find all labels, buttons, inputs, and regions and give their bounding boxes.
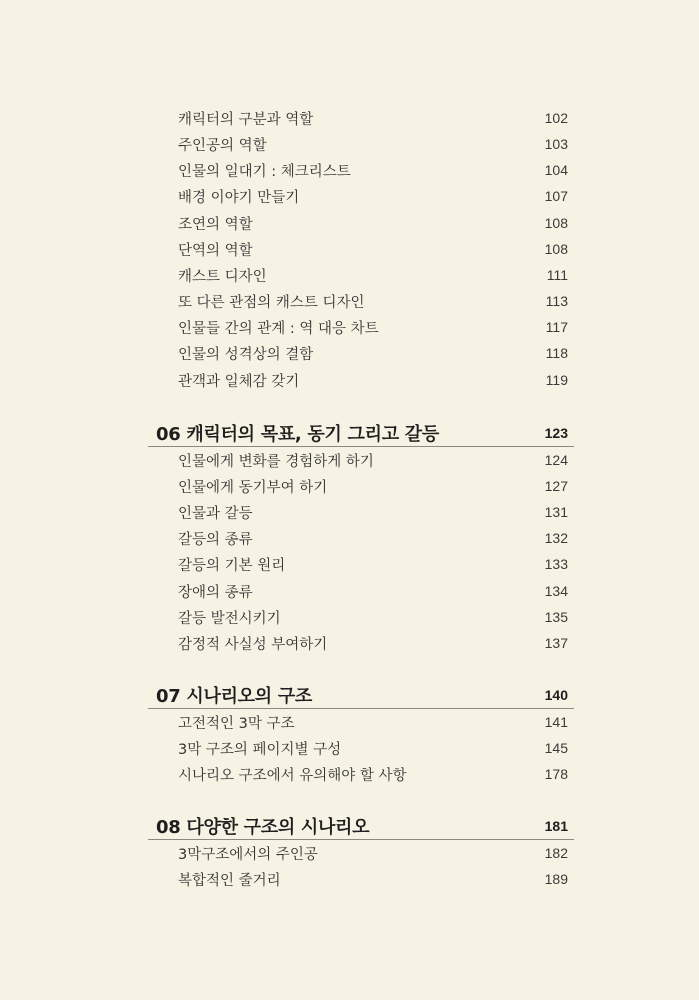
- toc-entry[interactable]: [178, 264, 568, 286]
- entry-page: 113: [545, 293, 568, 309]
- entry-page: 117: [545, 319, 568, 335]
- entry-title: 갈등의 종류: [178, 531, 253, 548]
- entry-title: 시나리오 구조에서 유의해야 할 사항: [178, 767, 407, 784]
- entry-title: 조연의 역할: [178, 216, 253, 233]
- entry-title: 인물들 간의 관계 : 역 대응 차트: [178, 320, 379, 337]
- entry-page: 133: [544, 556, 568, 572]
- chapter-title: 07 시나리오의 구조: [156, 686, 312, 707]
- entry-page: 134: [544, 583, 568, 599]
- entry-title: 갈등의 기본 원리: [178, 557, 286, 574]
- toc-entry[interactable]: [178, 763, 568, 785]
- entry-page: 141: [544, 714, 568, 730]
- toc-entry[interactable]: [178, 711, 568, 733]
- chapter-title: 08 다양한 구조의 시나리오: [156, 817, 370, 838]
- entry-title: 인물과 갈등: [178, 505, 253, 522]
- toc-entry[interactable]: [178, 133, 568, 155]
- entry-page: 127: [544, 478, 568, 494]
- toc-entry[interactable]: [178, 606, 568, 628]
- chapter-divider: [148, 446, 574, 447]
- entry-title: 단역의 역할: [178, 242, 253, 259]
- entry-page: 124: [544, 452, 568, 468]
- entry-page: 189: [544, 871, 568, 887]
- toc-entry[interactable]: [178, 527, 568, 549]
- entry-title: 복합적인 줄거리: [178, 872, 281, 889]
- entry-title: 캐스트 디자인: [178, 268, 267, 285]
- toc-entry[interactable]: [178, 868, 568, 890]
- entry-page: 103: [544, 136, 568, 152]
- toc-entry[interactable]: [178, 159, 568, 181]
- entry-page: 102: [544, 110, 568, 126]
- entry-page: 107: [544, 188, 568, 204]
- chapter-divider: [148, 708, 574, 709]
- entry-title: 배경 이야기 만들기: [178, 189, 300, 206]
- toc-entry[interactable]: [178, 842, 568, 864]
- entry-title: 인물에게 변화를 경험하게 하기: [178, 453, 374, 470]
- entry-page: 108: [544, 215, 568, 231]
- toc-entry[interactable]: [178, 212, 568, 234]
- toc-entry[interactable]: [178, 185, 568, 207]
- entry-title: 인물의 일대기 : 체크리스트: [178, 163, 351, 180]
- toc-entry[interactable]: [178, 737, 568, 759]
- entry-title: 주인공의 역할: [178, 137, 267, 154]
- entry-page: 118: [545, 345, 568, 361]
- toc-entry[interactable]: [178, 449, 568, 471]
- chapter-heading[interactable]: [156, 813, 568, 839]
- toc-entry[interactable]: [178, 342, 568, 364]
- toc-entry[interactable]: [178, 107, 568, 129]
- entry-page: 111: [546, 267, 568, 283]
- entry-page: 108: [544, 241, 568, 257]
- toc-entry[interactable]: [178, 501, 568, 523]
- entry-title: 관객과 일체감 갖기: [178, 373, 300, 390]
- entry-page: 119: [545, 372, 568, 388]
- toc-entry[interactable]: [178, 369, 568, 391]
- entry-title: 인물의 성격상의 결함: [178, 346, 314, 363]
- chapter-page: 140: [544, 687, 568, 703]
- entry-page: 145: [544, 740, 568, 756]
- entry-title: 장애의 종류: [178, 584, 253, 601]
- chapter-heading[interactable]: [156, 420, 568, 446]
- toc-entry[interactable]: [178, 290, 568, 312]
- toc-entry[interactable]: [178, 238, 568, 260]
- toc-entry[interactable]: [178, 475, 568, 497]
- chapter-divider: [148, 839, 574, 840]
- entry-page: 182: [544, 845, 568, 861]
- entry-page: 131: [544, 504, 568, 520]
- entry-page: 178: [544, 766, 568, 782]
- entry-title: 3막구조에서의 주인공: [178, 846, 318, 863]
- entry-title: 3막 구조의 페이지별 구성: [178, 741, 342, 758]
- toc-entry[interactable]: [178, 632, 568, 654]
- chapter-title: 06 캐릭터의 목표, 동기 그리고 갈등: [156, 424, 439, 445]
- entry-title: 인물에게 동기부여 하기: [178, 479, 328, 496]
- chapter-heading[interactable]: [156, 682, 568, 708]
- chapter-page: 181: [544, 818, 568, 834]
- toc-entry[interactable]: [178, 316, 568, 338]
- chapter-page: 123: [544, 425, 568, 441]
- toc-entry[interactable]: [178, 580, 568, 602]
- entry-title: 갈등 발전시키기: [178, 610, 281, 627]
- entry-title: 캐릭터의 구분과 역할: [178, 111, 314, 128]
- toc-entry[interactable]: [178, 553, 568, 575]
- entry-page: 132: [544, 530, 568, 546]
- entry-page: 104: [544, 162, 568, 178]
- entry-title: 또 다른 관점의 캐스트 디자인: [178, 294, 365, 311]
- entry-title: 고전적인 3막 구조: [178, 715, 295, 732]
- entry-page: 137: [544, 635, 568, 651]
- entry-title: 감정적 사실성 부여하기: [178, 636, 328, 653]
- entry-page: 135: [544, 609, 568, 625]
